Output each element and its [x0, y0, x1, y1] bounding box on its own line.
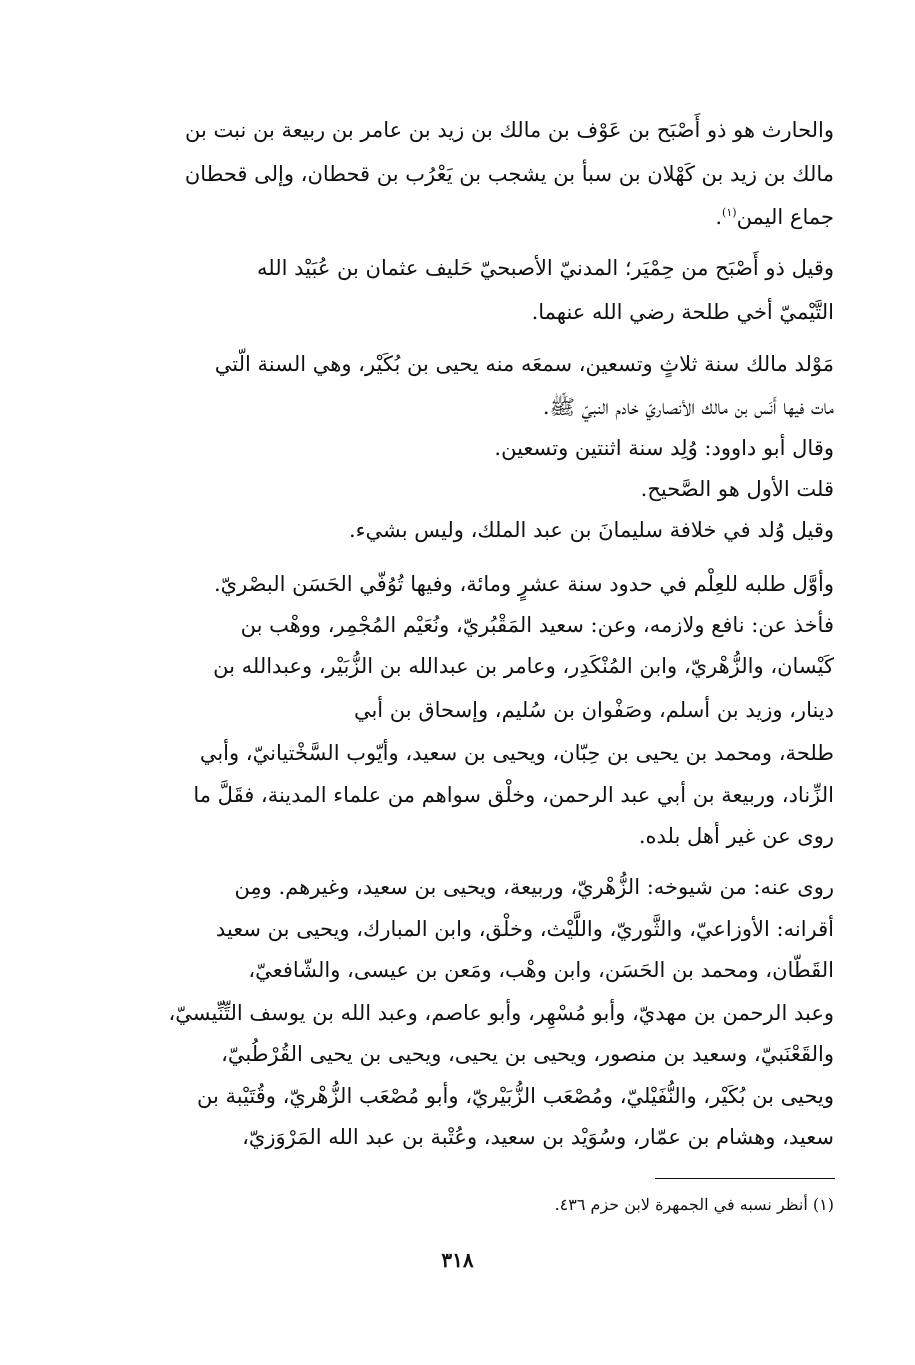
text-line: سعيد، وهشام بن عمّار، وسُوَيْد بن سعيد، وعُتْبة بن عبد الله المَرْوَزيّ، [242, 1125, 834, 1149]
text-line: وقيل ذو أَصْبَح من حِمْيَر؛ المدنيّ الأصبحيّ حَليف عثمان بن عُبَيْد الله [257, 256, 834, 280]
text-line: دينار، وزيد بن أسلم، وصَفْوان بن سُليم، وإسحاق بن أبي [353, 698, 834, 722]
text-line: مَوْلد مالك سنة ثلاثٍ وتسعين، سمعَه منه يحيى بن بُكَيْر، وهي السنة الّتي [214, 352, 834, 376]
text-line: ويحيى بن بُكَيْر، والنُّفَيْليّ، ومُصْعَب الزُّبَيْريّ، وأبو مُصْعَب الزُّهْريّ، وقُتَيْبة بن [196, 1084, 834, 1108]
text-line: التَّيْميّ أخي طلحة رضي الله عنهما. [531, 300, 834, 324]
text-line: مات فيها أَنَس بن مالك الأنصاريّ خادم النبيّ ﷺ. [542, 395, 834, 419]
text-line: قلت الأول هو الصَّحيح. [640, 477, 834, 501]
text-line: القَطّان، ومحمد بن الحَسَن، وابن وهْب، ومَعن بن عيسى، والشّافعيّ، [248, 958, 834, 982]
footnote-marker: (١) [812, 1195, 834, 1214]
text-line: طلحة، ومحمد بن يحيى بن حِبّان، ويحيى بن سعيد، وأيّوب السَّخْتيانيّ، وأبي [199, 741, 834, 765]
text-line: وقال أبو داوود: وُلِد سنة اثنتين وتسعين. [494, 436, 834, 460]
text-line: وقيل وُلد في خلافة سليمانَ بن عبد الملك، وليس بشيء. [348, 518, 834, 542]
footnote-reference[interactable]: (١) [722, 206, 737, 219]
footnote [108, 1192, 834, 1218]
text-line: فأخذ عن: نافع ولازمه، وعن: سعيد المَقْبُريّ، ونُعَيْم المُجْمِر، ووهْب بن [240, 613, 834, 637]
text-line: الزِّناد، وربيعة بن أبي عبد الرحمن، وخلْق سواهم من علماء المدينة، فقَلَّ ما [193, 783, 834, 807]
text-line: أقرانه: الأوزاعيّ، والثَّوريّ، واللَّيْث، وخلْق، وابن المبارك، ويحيى بن سعيد [215, 917, 834, 941]
text-line: وعبد الرحمن بن مهديّ، وأبو مُسْهِر، وأبو عاصم، وعبد الله بن يوسف التِّنِّيسيّ، [168, 1001, 834, 1025]
text-line: والحارث هو ذو أَصْبَح بن عَوْف بن مالك بن زيد بن عامر بن ربيعة بن نبت بن [184, 118, 834, 142]
text-line: والقَعْنَبيّ، وسعيد بن منصور، ويحيى بن يحيى، ويحيى بن يحيى القُرْطُبيّ، [221, 1042, 834, 1066]
page-number: ٣١٨ [441, 1248, 474, 1272]
text-line: كَيْسان، والزُّهْريّ، وابن المُنْكَدِر، وعامر بن عبدالله بن الزُّبَيْر، وعبدالله بن [213, 654, 834, 678]
text-line: مالك بن زيد بن كَهْلان بن سبأ بن يشجب بن يَعْرُب بن قحطان، وإلى قحطان [184, 162, 834, 186]
footnote-text: أنظر نسبه في الجمهرة لابن حزم ٤٣٦. [554, 1195, 808, 1214]
text-line-part: جماع اليمن [736, 205, 834, 229]
text-line: روى عن غير أهل بلده. [638, 824, 834, 848]
text-line [108, 197, 834, 238]
text-line: وأوَّل طلبه للعِلْم في حدود سنة عشرٍ ومائة، وفيها تُوُفّي الحَسَن البصْريّ. [213, 572, 834, 596]
sentence-end: . [715, 205, 723, 229]
footnote-divider [655, 1178, 835, 1179]
text-line: روى عنه: من شيوخه: الزُّهْريّ، وربيعة، ويحيى بن سعيد، وغيرهم. ومِن [234, 875, 834, 899]
